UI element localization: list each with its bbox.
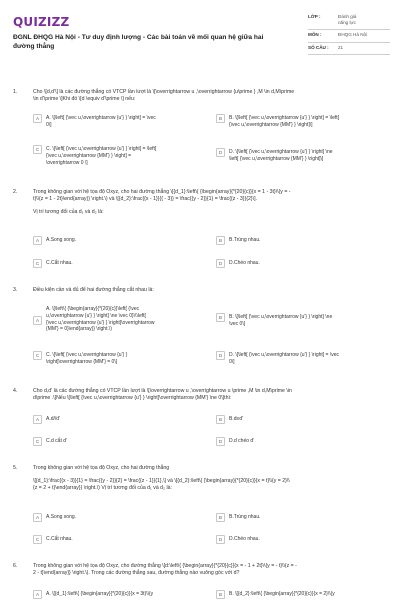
option-text-line: C.d cắt d' bbox=[46, 438, 67, 444]
option-text-line: \overrightarrow 0 \] bbox=[46, 159, 88, 166]
option-text bbox=[229, 438, 254, 445]
question-3 bbox=[13, 287, 388, 294]
option-text-line: C. \[\left[ {\vec u,\overrightarrow {u'} } bbox=[46, 352, 128, 358]
option-letter: A bbox=[33, 590, 42, 599]
option-text-line: D.Chéo nhau. bbox=[229, 536, 260, 542]
option-text-line: 0\] bbox=[46, 121, 52, 128]
option-text bbox=[229, 536, 260, 543]
option-text bbox=[46, 416, 60, 423]
option-a[interactable] bbox=[33, 591, 193, 599]
option-text-line: A.Song song. bbox=[46, 514, 77, 520]
question-text bbox=[33, 388, 388, 402]
option-letter: A bbox=[33, 513, 42, 522]
meta-key: SỐ CÂU : bbox=[308, 44, 329, 50]
option-letter: B bbox=[216, 114, 225, 123]
worksheet-header bbox=[0, 0, 400, 72]
option-letter: B bbox=[216, 590, 225, 599]
option-letter: B bbox=[216, 415, 225, 424]
option-text bbox=[229, 149, 333, 163]
option-text-line: B.Trùng nhau. bbox=[229, 514, 261, 520]
option-text-line: D.d chéo d' bbox=[229, 438, 255, 444]
option-text-line: D.Chéo nhau. bbox=[229, 260, 260, 266]
meta-row-class bbox=[308, 12, 390, 30]
question-text-line: Trong không gian với hệ tọa độ Oxyz, cho hai đường thẳng \[{d_1}:\left\{ {\begin{array}{*{20}{c}}{x = 1 - 3t}\\{y = - bbox=[33, 189, 291, 195]
option-b[interactable] bbox=[216, 514, 376, 522]
question-text-line: Trong không gian với hệ tọa độ Oxyz, cho đường thẳng \[d:\left\{ {\begin{array}{*{20}{c}}{x = - 1 + 2t}\\{y = - t}\\{z = - bbox=[33, 563, 297, 569]
option-text-line: u,\overrightarrow {u'} } \right] \ne \vec 0}\\\left[ bbox=[46, 312, 146, 319]
option-text bbox=[229, 591, 335, 598]
option-text-line: A. \[\left[ {\vec u,\overrightarrow {u'} } \right] = \vec bbox=[46, 115, 156, 121]
meta-value-line: ĐHQG Hà Nội bbox=[338, 32, 368, 38]
option-text-line: \vec 0\] bbox=[229, 320, 246, 327]
question-text bbox=[33, 89, 388, 103]
option-text bbox=[46, 146, 156, 166]
option-text-line: C.Cắt nhau. bbox=[46, 260, 73, 266]
question-text-line: Cho d,d' là các đường thẳng có VTCP lần lượt là \[\overrightarrow u ,\overrightarrow u \prime ,M \in d,M\prime \in bbox=[33, 388, 292, 394]
option-letter: D bbox=[216, 259, 225, 268]
option-letter: B bbox=[216, 313, 225, 322]
option-b[interactable] bbox=[216, 416, 376, 424]
option-letter: A bbox=[33, 114, 42, 123]
meta-row-question-count bbox=[308, 43, 390, 55]
question-text-line: Điều kiện cần và đủ để hai đường thẳng cắt nhau là: bbox=[33, 287, 154, 293]
option-letter: D bbox=[216, 148, 225, 157]
question-text-line: d\prime .\]Nếu \[\left[ {\vec u,\overrightarrow {u'} } \right]\overrightarrow {MM'} \ne 0\]thì: bbox=[33, 395, 232, 402]
question-1 bbox=[13, 89, 388, 103]
option-text-line: D. \[\left[ {\vec u,\overrightarrow {u'} } \right] = \vec bbox=[229, 352, 340, 358]
question-2 bbox=[13, 189, 388, 216]
option-letter: C bbox=[33, 145, 42, 154]
option-text bbox=[46, 536, 73, 543]
option-text bbox=[229, 314, 332, 328]
option-text-line: D. \[\left[ {\vec u,\overrightarrow {u'} } \right] \ne bbox=[229, 149, 333, 155]
question-text bbox=[33, 465, 388, 492]
option-text bbox=[46, 438, 67, 445]
meta-key: LỚP : bbox=[308, 14, 321, 19]
option-c[interactable] bbox=[33, 438, 193, 446]
question-number: 4. bbox=[13, 388, 18, 394]
option-text bbox=[46, 260, 73, 267]
option-text-line: A. \[{d_1}:\left\{ {\begin{array}{*{20}{c}}{x = 3t}\\{y bbox=[46, 591, 154, 597]
option-text-line: A.Song song. bbox=[46, 237, 77, 243]
question-number: 3. bbox=[13, 287, 18, 293]
option-text bbox=[229, 352, 339, 366]
question-text bbox=[33, 563, 388, 577]
option-text-line: {\vec u,\overrightarrow {u'} } \right]\overrightarrow bbox=[46, 319, 155, 326]
question-number: 1. bbox=[13, 89, 18, 95]
option-text bbox=[46, 352, 127, 366]
option-letter: C bbox=[33, 535, 42, 544]
option-text-line: A. \[\left\{ {\begin{array}{*{20}{c}}\left[ {\vec bbox=[46, 306, 140, 312]
option-text bbox=[229, 514, 261, 521]
option-letter: C bbox=[33, 259, 42, 268]
option-text bbox=[229, 237, 261, 244]
question-text-line: Trong không gian với hệ tọa độ Oxyz, cho hai đường thẳng bbox=[33, 465, 170, 471]
option-letter: A bbox=[33, 415, 42, 424]
question-text-line: Vị trí tương đối của d₁ và d₂ là: bbox=[33, 209, 104, 216]
option-text bbox=[46, 591, 153, 598]
question-text-line: Cho \[d,d'\] là các đường thẳng có VTCP lần lượt là \[\overrightarrow u ,\overrightarrow {u\prime } ,M \in d,M\prime bbox=[33, 89, 295, 95]
option-a[interactable] bbox=[33, 115, 193, 129]
title-line: ĐGNL ĐHQG Hà Nội - Tư duy định lượng - Các bài toán về mối quan hệ giữa hai bbox=[13, 34, 264, 41]
question-6 bbox=[13, 563, 388, 577]
worksheet-title bbox=[13, 34, 303, 51]
option-text-line: B.d≡d' bbox=[229, 416, 244, 422]
question-4 bbox=[13, 388, 388, 402]
question-text bbox=[33, 189, 388, 216]
option-letter: D bbox=[216, 351, 225, 360]
option-b[interactable] bbox=[216, 591, 376, 599]
option-text-line: B.Trùng nhau. bbox=[229, 237, 261, 243]
meta-key: MÔN : bbox=[308, 32, 322, 38]
option-text-line: {MM'} = 0}\end{array}} \right.\) bbox=[46, 326, 112, 333]
option-letter: B bbox=[216, 513, 225, 522]
option-text bbox=[46, 306, 155, 333]
option-text-line: 0\] bbox=[229, 358, 235, 365]
question-5 bbox=[13, 465, 388, 492]
option-letter: A bbox=[33, 236, 42, 245]
meta-value-line: Đánh giá bbox=[338, 14, 357, 19]
option-text-line: A.d//d' bbox=[46, 416, 61, 422]
option-b[interactable] bbox=[216, 237, 376, 245]
question-text-line: \[{d_1}:\frac{{x - 3}}{1} = \frac{{y - 2}}{2} = \frac{{z - 1}}{1},\] và \[{d_2}:\left\{ {\begin{array}{*{20}{c}}{x = t}\\{y = 2}\\ bbox=[33, 478, 290, 485]
worksheet-meta bbox=[308, 12, 390, 55]
option-d[interactable] bbox=[216, 149, 376, 163]
option-text-line: C. \[\left[ {\vec u,\overrightarrow {u'} } \right] = \left[ bbox=[46, 146, 157, 152]
option-text bbox=[229, 115, 339, 129]
option-letter: B bbox=[216, 236, 225, 245]
option-letter: D bbox=[216, 535, 225, 544]
option-text-line: {\vec u,\overrightarrow {MM'} } \right] = bbox=[46, 152, 132, 159]
option-text-line: \right]\overrightarrow {MM'} = 0\] bbox=[46, 358, 118, 365]
title-line: đường thẳng bbox=[13, 42, 55, 50]
question-text-line: \in d'\prime \]Khi đó \[d \equiv d'\prime \] nếu: bbox=[33, 96, 136, 103]
question-text-line: 2 - t}\end{array}} \right.\). Trong các đường thẳng sau, đường thẳng nào vuông góc với d? bbox=[33, 570, 240, 577]
option-letter: D bbox=[216, 437, 225, 446]
option-text bbox=[46, 514, 76, 521]
meta-value bbox=[338, 45, 390, 51]
option-text-line: {\vec u,\overrightarrow {MM'} } \right]\] bbox=[229, 121, 313, 128]
option-c[interactable] bbox=[33, 352, 193, 366]
meta-value bbox=[338, 32, 390, 38]
question-text-line: {z = 2 + t}\end{array}} \right.\) Vị trí tương đối của d₁ và d₂ là: bbox=[33, 485, 172, 492]
option-text-line: B. \[{d_2}:\left\{ {\begin{array}{*{20}{c}}{x = 2}\\{y bbox=[229, 591, 335, 597]
option-a[interactable] bbox=[33, 306, 193, 333]
option-d[interactable] bbox=[216, 352, 376, 366]
option-d[interactable] bbox=[216, 536, 376, 544]
option-text bbox=[46, 237, 76, 244]
question-text-line: t}\\{z = 1 - 2t}\end{array}} \right.\) và \[{d_2}:\frac{{x - 1}}{{ - 3}} = \frac{{y - 2}}{1} = \frac{{z - 3}}{2}\]. bbox=[33, 196, 257, 203]
option-text bbox=[229, 416, 243, 423]
option-letter: C bbox=[33, 351, 42, 360]
option-c[interactable] bbox=[33, 146, 193, 166]
meta-value bbox=[338, 14, 390, 26]
option-a[interactable] bbox=[33, 416, 193, 424]
option-b[interactable] bbox=[216, 314, 376, 328]
option-letter: A bbox=[33, 316, 42, 325]
meta-row-subject bbox=[308, 30, 390, 42]
option-text-line: C.Cắt nhau. bbox=[46, 536, 73, 542]
quizizz-logo: QUIZIZZ bbox=[13, 15, 70, 29]
option-text bbox=[229, 260, 260, 267]
option-d[interactable] bbox=[216, 260, 376, 268]
question-text bbox=[33, 287, 388, 294]
option-letter: C bbox=[33, 437, 42, 446]
question-number: 6. bbox=[13, 563, 18, 569]
option-text-line: \left[ {\vec u,\overrightarrow {MM'} } \right]\] bbox=[229, 155, 324, 162]
option-a[interactable] bbox=[33, 514, 193, 522]
option-text bbox=[46, 115, 156, 129]
question-number: 5. bbox=[13, 465, 18, 471]
option-d[interactable] bbox=[216, 438, 376, 446]
option-text-line: B. \[\left[ {\vec u,\overrightarrow {u'} } \right] = \left[ bbox=[229, 115, 340, 121]
option-text-line: B. \[\left[ {\vec u,\overrightarrow {u'} } \right] \ne bbox=[229, 314, 333, 320]
question-number: 2. bbox=[13, 189, 18, 195]
option-c[interactable] bbox=[33, 536, 193, 544]
option-a[interactable] bbox=[33, 237, 193, 245]
option-b[interactable] bbox=[216, 115, 376, 129]
meta-value-line: năng lực bbox=[338, 20, 356, 26]
option-c[interactable] bbox=[33, 260, 193, 268]
meta-value-line: 21 bbox=[338, 44, 344, 50]
